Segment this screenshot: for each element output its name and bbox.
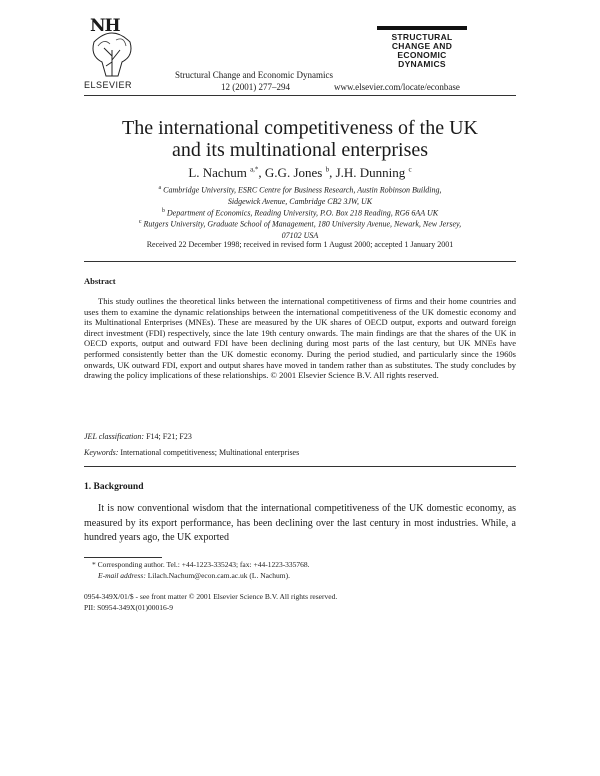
footnote-email (84, 571, 290, 580)
footnote-rule (84, 557, 162, 558)
body-paragraph: It is now conventional wisdom that the international competitiveness of the UK domestic economy, as measured by its export performance, has been declining over the last century in most industries. While, a hundred years ago, the UK exported (84, 503, 516, 543)
affiliation-line: 07102 USA (281, 230, 319, 240)
journal-volume: 12 (2001) 277–294 (221, 82, 290, 92)
journal-title-box (377, 26, 467, 68)
logo-monogram: NH (90, 16, 120, 36)
author-affiliation-mark: c (408, 165, 412, 174)
author-name: J.H. Dunning (335, 165, 406, 180)
affiliation-line: Sidgewick Avenue, Cambridge CB2 3JW, UK (227, 196, 373, 206)
affiliation-mark: c (138, 219, 142, 225)
section-heading: 1. Background (84, 482, 144, 492)
author-name: G.G. Jones (264, 165, 323, 180)
divider (84, 261, 516, 262)
affiliation-mark: a (158, 185, 162, 191)
affiliation-line: Cambridge University, ESRC Centre for Business Research, Austin Robinson Building, (163, 185, 442, 195)
journal-name: Structural Change and Economic Dynamics (175, 70, 333, 80)
jel-value: F14; F21; F23 (144, 432, 192, 441)
publisher-logo (84, 16, 140, 92)
header-rule (84, 95, 516, 96)
author-affiliation-mark: b (325, 165, 330, 174)
article-title (84, 117, 516, 161)
journal-box-line: DYNAMICS (398, 59, 446, 69)
journal-box-line: ECONOMIC (397, 50, 447, 60)
abstract-text: This study outlines the theoretical links between the international competitiveness of firms and their home countries and uses them to examine the dynamic relationships between the international competitiveness of the UK domestic economy and its Multinational Enterprises (MNEs). These are measured by the UK shares of OECD output, exports and outward foreign direct investment (FDI) respectively, since the late 19th century onwards. The main findings are that the shares of the UK in OECD exports, output and outward FDI have been declining during most parts of the last century, but UK MNEs have performed consistently better than the UK domestic economy. During the period studied, and particularly since the 1960s onwards, UK outward FDI, export and output shares have moved in tandem rather than as substitutes. The study concludes by drawing the policy implications of these relationships. © 2001 Elsevier Science B.V. All rights reserved. (84, 296, 516, 381)
affiliation-a (84, 183, 516, 207)
received-dates: Received 22 December 1998; received in revised form 1 August 2000; accepted 1 January 2001 (146, 240, 454, 249)
author-list: L. Nachum $^{a,*}$, G.G. Jones $^b$, J.H. Dunning $^c$ (188, 165, 412, 180)
journal-box-line: CHANGE AND (391, 41, 453, 51)
author-name: L. Nachum (188, 165, 247, 180)
keywords (84, 448, 299, 457)
journal-box-line: STRUCTURAL (391, 32, 453, 42)
footnote-corresponding: * Corresponding author. Tel.: +44-1223-335243; fax: +44-1223-335768. (92, 560, 310, 569)
jel-label: JEL classification: (84, 432, 145, 441)
publisher-name: ELSEVIER (84, 80, 133, 90)
title-line: The international competitiveness of the UK (121, 117, 478, 139)
affiliation-mark: b (161, 208, 165, 214)
jel-classification (84, 432, 192, 441)
affiliation-line: Department of Economics, Reading University, P.O. Box 218 Reading, RG6 6AA UK (166, 208, 439, 218)
abstract-heading: Abstract (84, 276, 116, 286)
copyright-line: 0954-349X/01/$ - see front matter © 2001 Elsevier Science B.V. All rights reserved. (84, 592, 338, 601)
pii-line: PII: S0954-349X(01)00016-9 (84, 603, 173, 612)
keywords-value: International competitiveness; Multinational enterprises (118, 448, 300, 457)
affiliation-c (84, 217, 516, 241)
author-affiliation-mark: a,* (250, 165, 259, 174)
email-value[interactable]: Lilach.Nachum@econ.cam.ac.uk (L. Nachum). (145, 571, 290, 580)
email-label: E-mail address: (98, 571, 146, 580)
title-line: and its multinational enterprises (171, 139, 429, 161)
divider (84, 466, 516, 467)
keywords-label: Keywords: (84, 448, 119, 457)
journal-url[interactable]: www.elsevier.com/locate/econbase (334, 82, 460, 92)
affiliation-line: Rutgers University, Graduate School of Management, 180 University Avenue, Newark, New Jersey, (143, 219, 462, 229)
